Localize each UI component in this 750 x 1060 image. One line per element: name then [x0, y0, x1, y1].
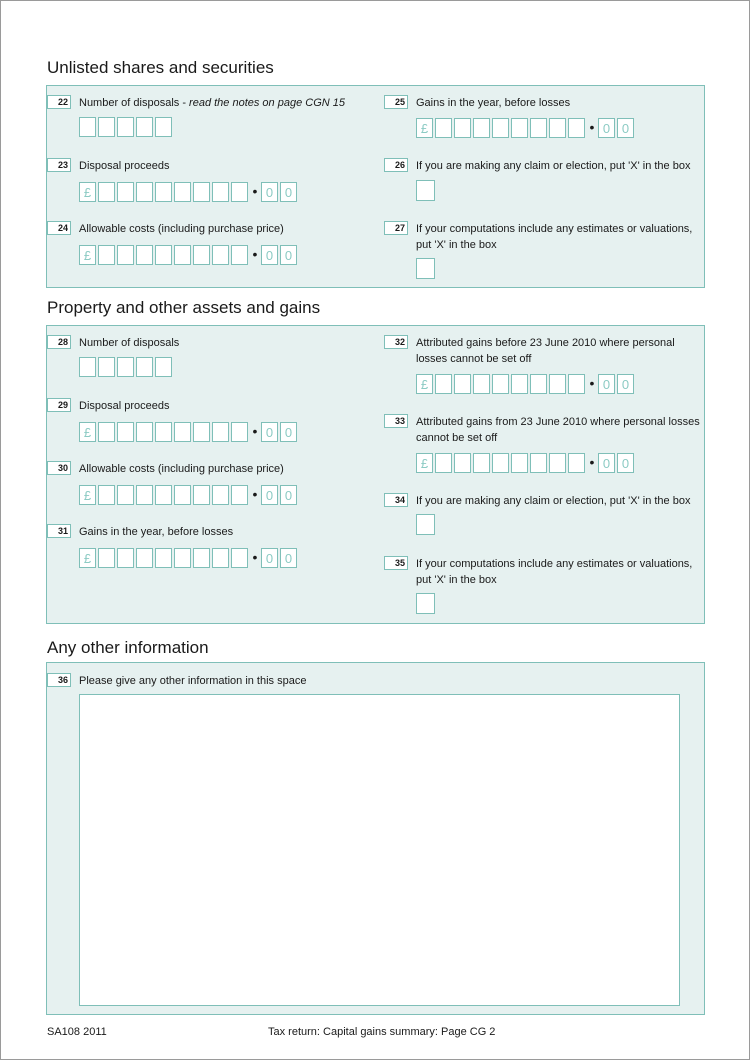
question-label: Disposal proceeds: [79, 400, 170, 412]
digit-box[interactable]: [231, 182, 248, 202]
digit-box[interactable]: [155, 245, 172, 265]
question-number: 22: [47, 95, 71, 109]
question-label: If your computations include any estimates or valuations, put 'X' in the box: [416, 223, 693, 251]
digit-box[interactable]: [174, 182, 191, 202]
question-number: 23: [47, 158, 71, 172]
question-label: [79, 95, 359, 111]
question-number: 34: [384, 493, 408, 507]
pence-box[interactable]: 0: [280, 548, 297, 568]
digit-box[interactable]: [117, 357, 134, 377]
gains-before-losses-input[interactable]: [416, 118, 636, 138]
pence-box[interactable]: 0: [261, 422, 278, 442]
decimal-point: •: [252, 246, 258, 262]
panel-unlisted: [46, 85, 705, 288]
estimates-valuations-checkbox[interactable]: [416, 258, 435, 279]
digit-box[interactable]: [212, 245, 229, 265]
pence-box[interactable]: 0: [598, 453, 615, 473]
pence-box[interactable]: 0: [280, 182, 297, 202]
question-label: Allowable costs (including purchase price): [79, 463, 284, 475]
question-number: 31: [47, 524, 71, 538]
disposals-count-input[interactable]: [79, 357, 174, 377]
pence-box[interactable]: 0: [617, 118, 634, 138]
disposal-proceeds-input[interactable]: [79, 422, 299, 442]
claim-election-checkbox[interactable]: [416, 514, 435, 535]
digit-box[interactable]: [155, 357, 172, 377]
question-label: If your computations include any estimates or valuations, put 'X' in the box: [416, 558, 693, 586]
digit-box[interactable]: [435, 374, 452, 394]
digit-box[interactable]: [549, 118, 566, 138]
digit-box[interactable]: [117, 485, 134, 505]
digit-box[interactable]: [98, 117, 115, 137]
digit-box[interactable]: [549, 374, 566, 394]
digit-box[interactable]: [136, 357, 153, 377]
pound-sign-box[interactable]: £: [416, 453, 433, 473]
digit-box[interactable]: [136, 117, 153, 137]
digit-box[interactable]: [492, 374, 509, 394]
question-number: 27: [384, 221, 408, 235]
decimal-point: •: [589, 375, 595, 391]
footer-form-code: SA108 2011: [47, 1026, 107, 1038]
digit-box[interactable]: [193, 245, 210, 265]
digit-box[interactable]: [174, 548, 191, 568]
digit-box[interactable]: [530, 453, 547, 473]
digit-box[interactable]: [231, 422, 248, 442]
digit-box[interactable]: [155, 422, 172, 442]
digit-box[interactable]: [136, 182, 153, 202]
pence-box[interactable]: 0: [261, 548, 278, 568]
pound-sign-box[interactable]: £: [79, 422, 96, 442]
label-text: Number of disposals -: [79, 97, 190, 109]
gains-before-losses-input[interactable]: [79, 548, 299, 568]
digit-box[interactable]: [549, 453, 566, 473]
question-number: 24: [47, 221, 71, 235]
label-italic: read the notes on page CGN 15: [189, 97, 345, 109]
question-number: 28: [47, 335, 71, 349]
digit-box[interactable]: [79, 117, 96, 137]
digit-box[interactable]: [454, 374, 471, 394]
disposals-count-input[interactable]: [79, 117, 174, 137]
digit-box[interactable]: [530, 374, 547, 394]
panel-property: [46, 325, 705, 624]
question-number: 29: [47, 398, 71, 412]
digit-box[interactable]: [212, 182, 229, 202]
digit-box[interactable]: [212, 485, 229, 505]
digit-box[interactable]: [511, 453, 528, 473]
pound-sign-box[interactable]: £: [79, 182, 96, 202]
pound-sign-box[interactable]: £: [79, 485, 96, 505]
allowable-costs-input[interactable]: [79, 485, 299, 505]
digit-box[interactable]: [568, 453, 585, 473]
digit-box[interactable]: [98, 182, 115, 202]
digit-box[interactable]: [193, 548, 210, 568]
digit-box[interactable]: [568, 374, 585, 394]
pound-sign-box[interactable]: £: [79, 245, 96, 265]
digit-box[interactable]: [473, 118, 490, 138]
digit-box[interactable]: [155, 548, 172, 568]
digit-box[interactable]: [98, 485, 115, 505]
section-title-unlisted: Unlisted shares and securities: [47, 58, 274, 77]
digit-box[interactable]: [98, 548, 115, 568]
decimal-point: •: [589, 119, 595, 135]
attributed-gains-from-input[interactable]: [416, 453, 636, 473]
digit-box[interactable]: [155, 485, 172, 505]
digit-box[interactable]: [174, 485, 191, 505]
digit-box[interactable]: [136, 548, 153, 568]
digit-box[interactable]: [117, 182, 134, 202]
pence-box[interactable]: 0: [598, 118, 615, 138]
digit-box[interactable]: [136, 485, 153, 505]
digit-box[interactable]: [117, 422, 134, 442]
other-information-textarea[interactable]: [79, 694, 680, 1006]
question-label: Attributed gains from 23 June 2010 where personal losses cannot be set off: [416, 416, 700, 444]
question-label: If you are making any claim or election, put 'X' in the box: [416, 160, 691, 172]
digit-box[interactable]: [193, 422, 210, 442]
digit-box[interactable]: [435, 118, 452, 138]
pence-box[interactable]: 0: [617, 453, 634, 473]
question-label: Allowable costs (including purchase price): [79, 223, 284, 235]
pence-box[interactable]: 0: [261, 182, 278, 202]
question-label: Disposal proceeds: [79, 160, 170, 172]
decimal-point: •: [252, 486, 258, 502]
digit-box[interactable]: [454, 453, 471, 473]
pence-box[interactable]: 0: [280, 422, 297, 442]
question-label: Gains in the year, before losses: [416, 97, 571, 109]
digit-box[interactable]: [568, 118, 585, 138]
digit-box[interactable]: [193, 485, 210, 505]
digit-box[interactable]: [174, 422, 191, 442]
digit-box[interactable]: [231, 245, 248, 265]
pound-sign-box[interactable]: £: [416, 118, 433, 138]
question-number: 26: [384, 158, 408, 172]
question-label: Gains in the year, before losses: [79, 526, 234, 538]
pence-box[interactable]: 0: [280, 245, 297, 265]
digit-box[interactable]: [511, 118, 528, 138]
pence-box[interactable]: 0: [280, 485, 297, 505]
digit-box[interactable]: [136, 422, 153, 442]
digit-box[interactable]: [174, 245, 191, 265]
question-label: Number of disposals: [79, 337, 180, 349]
section-title-other: Any other information: [47, 638, 209, 657]
digit-box[interactable]: [435, 453, 452, 473]
pence-box[interactable]: 0: [261, 485, 278, 505]
decimal-point: •: [589, 454, 595, 470]
panel-other: [46, 662, 705, 1015]
digit-box[interactable]: [511, 374, 528, 394]
digit-box[interactable]: [492, 453, 509, 473]
claim-election-checkbox[interactable]: [416, 180, 435, 201]
digit-box[interactable]: [193, 182, 210, 202]
question-number: 35: [384, 556, 408, 570]
section-title-property: Property and other assets and gains: [47, 298, 321, 317]
allowable-costs-input[interactable]: [79, 245, 299, 265]
digit-box[interactable]: [473, 453, 490, 473]
question-number: 32: [384, 335, 408, 349]
pence-box[interactable]: 0: [598, 374, 615, 394]
decimal-point: •: [252, 549, 258, 565]
attributed-gains-before-input[interactable]: [416, 374, 636, 394]
digit-box[interactable]: [117, 245, 134, 265]
digit-box[interactable]: [155, 117, 172, 137]
question-number: 30: [47, 461, 71, 475]
pence-box[interactable]: 0: [617, 374, 634, 394]
digit-box[interactable]: [155, 182, 172, 202]
pound-sign-box[interactable]: £: [416, 374, 433, 394]
question-label: Please give any other information in this space: [79, 675, 307, 687]
pence-box[interactable]: 0: [261, 245, 278, 265]
footer-page-label: Tax return: Capital gains summary: Page CG 2: [268, 1026, 496, 1038]
disposal-proceeds-input[interactable]: [79, 182, 299, 202]
digit-box[interactable]: [98, 357, 115, 377]
estimates-valuations-checkbox[interactable]: [416, 593, 435, 614]
digit-box[interactable]: [98, 422, 115, 442]
decimal-point: •: [252, 423, 258, 439]
digit-box[interactable]: [212, 422, 229, 442]
digit-box[interactable]: [530, 118, 547, 138]
digit-box[interactable]: [492, 118, 509, 138]
digit-box[interactable]: [212, 548, 229, 568]
digit-box[interactable]: [136, 245, 153, 265]
question-number: 33: [384, 414, 408, 428]
decimal-point: •: [252, 183, 258, 199]
question-label: If you are making any claim or election, put 'X' in the box: [416, 495, 691, 507]
digit-box[interactable]: [117, 117, 134, 137]
digit-box[interactable]: [79, 357, 96, 377]
digit-box[interactable]: [454, 118, 471, 138]
digit-box[interactable]: [231, 548, 248, 568]
question-number: 25: [384, 95, 408, 109]
question-number: 36: [47, 673, 71, 687]
question-label: Attributed gains before 23 June 2010 where personal losses cannot be set off: [416, 337, 675, 365]
digit-box[interactable]: [98, 245, 115, 265]
digit-box[interactable]: [473, 374, 490, 394]
digit-box[interactable]: [231, 485, 248, 505]
digit-box[interactable]: [117, 548, 134, 568]
pound-sign-box[interactable]: £: [79, 548, 96, 568]
